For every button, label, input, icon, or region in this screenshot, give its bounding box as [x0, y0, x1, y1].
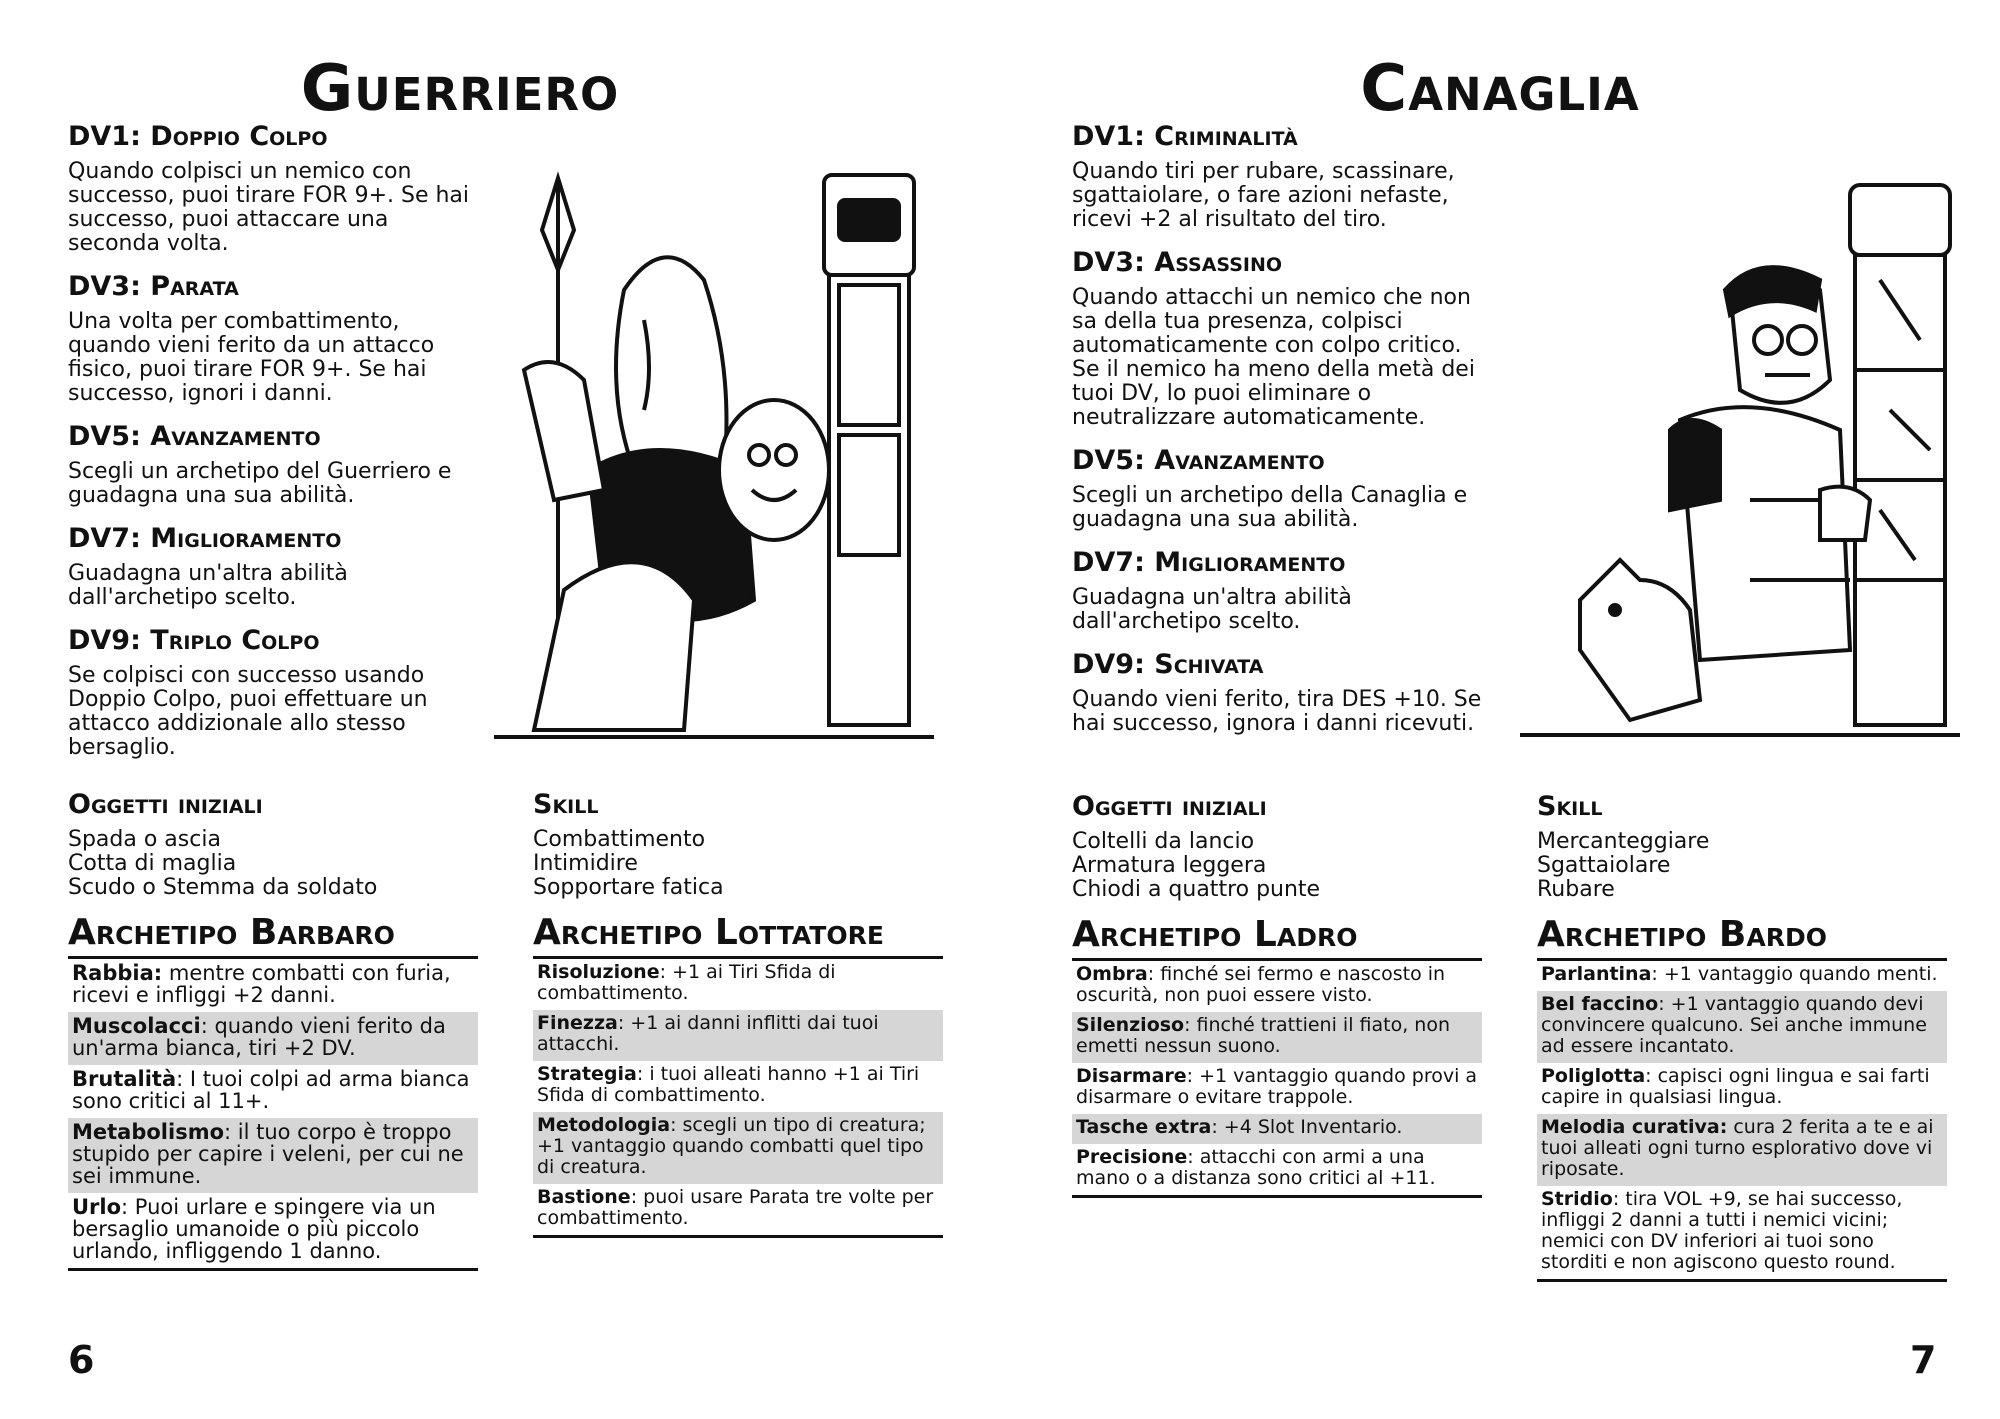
- archetype-lottatore: [533, 912, 943, 1238]
- rogue-illustration: [1520, 180, 1960, 740]
- skill-entry: Mercanteggiare: [1537, 829, 1710, 854]
- skill-entry: Combattimento: [533, 827, 706, 852]
- feature-heading: DV5: Avanzamento: [68, 421, 321, 452]
- class-title-guerriero: Guerriero: [300, 52, 620, 126]
- ability-row: Rabbia: mentre combatti con furia, ricevi e infliggi +2 danni.: [72, 961, 451, 1007]
- skill-entry: Rubare: [1537, 877, 1615, 902]
- item-entry: Cotta di maglia: [68, 851, 237, 876]
- ability-row: Ombra: finché sei fermo e nascosto in oscurità, non puoi essere visto.: [1076, 963, 1446, 1006]
- ability-row: Parlantina: +1 vantaggio quando menti.: [1541, 963, 1938, 985]
- ability-row: Metodologia: scegli un tipo di creatura; +1 vantaggio quando combatti quel tipo di creatura.: [533, 1112, 943, 1184]
- feature-text: Se colpisci con successo usando Doppio Colpo, puoi effettuare un attacco addizionale allo stesso bersaglio.: [68, 663, 428, 760]
- archetype-title: Archetipo Barbaro: [68, 912, 478, 959]
- skill-section: [533, 790, 943, 900]
- items-section: [1072, 792, 1482, 902]
- skill-entry: Sgattaiolare: [1537, 853, 1671, 878]
- items-heading: Oggetti iniziali: [1072, 791, 1267, 822]
- page-number: 7: [1910, 1338, 1937, 1382]
- item-entry: Coltelli da lancio: [1072, 829, 1255, 854]
- archetype-title: Archetipo Ladro: [1072, 914, 1482, 961]
- ability-row: Finezza: +1 ai danni inflitti dai tuoi attacchi.: [533, 1010, 943, 1061]
- feature-text: Quando attacchi un nemico che non sa della tua presenza, colpisci automaticamente con colpo critico. Se il nemico ha meno della metà dei tuoi DV, lo puoi eliminare o neutralizzare automaticamente.: [1072, 285, 1475, 430]
- skill-entry: Intimidire: [533, 851, 638, 876]
- ability-row: Disarmare: +1 vantaggio quando provi a disarmare o evitare trappole.: [1076, 1065, 1478, 1108]
- skill-section: [1537, 792, 1947, 902]
- archetype-bardo: [1537, 914, 1947, 1282]
- item-entry: Spada o ascia: [68, 827, 221, 852]
- ability-row: Stridio: tira VOL +9, se hai successo, infliggi 2 danni a tutti i nemici vicini; nemici con DV inferiori ai tuoi sono storditi e non agiscono questo round.: [1541, 1188, 1903, 1273]
- ability-row: Poliglotta: capisci ogni lingua e sai farti capire in qualsiasi lingua.: [1541, 1065, 1930, 1108]
- feature-heading: DV3: Parata: [68, 271, 239, 302]
- ability-row: Tasche extra: +4 Slot Inventario.: [1072, 1114, 1482, 1144]
- feature-text: Guadagna un'altra abilità dall'archetipo scelto.: [68, 561, 348, 610]
- feature-text: Una volta per combattimento, quando vieni ferito da un attacco fisico, puoi tirare FOR 9+. Se hai successo, ignori i danni.: [68, 309, 435, 406]
- ability-row: Risoluzione: +1 ai Tiri Sfida di combattimento.: [537, 961, 836, 1004]
- feature-heading: DV7: Miglioramento: [1072, 547, 1346, 578]
- class-title-canaglia: Canaglia: [1360, 52, 1640, 126]
- feature-heading: DV9: Schivata: [1072, 649, 1264, 680]
- ability-row: Silenzioso: finché trattieni il fiato, non emetti nessun suono.: [1072, 1012, 1482, 1063]
- archetype-ladro: [1072, 914, 1482, 1198]
- ability-row: Melodia curativa: cura 2 ferita a te e ai tuoi alleati ogni turno esplorativo dove vi riposate.: [1537, 1114, 1947, 1186]
- ability-row: Muscolacci: quando vieni ferito da un'arma bianca, tiri +2 DV.: [68, 1012, 478, 1065]
- ability-row: Brutalità: I tuoi colpi ad arma bianca sono critici al 11+.: [72, 1067, 470, 1113]
- feature-text: Scegli un archetipo della Canaglia e guadagna una sua abilità.: [1072, 483, 1468, 532]
- feature-text: Quando tiri per rubare, scassinare, sgattaiolare, o fare azioni nefaste, ricevi +2 al risultato del tiro.: [1072, 159, 1455, 232]
- archetype-title: Archetipo Lottatore: [533, 912, 943, 959]
- archetype-barbaro: [68, 912, 478, 1271]
- feature-text: Quando colpisci un nemico con successo, puoi tirare FOR 9+. Se hai successo, puoi attaccare una seconda volta.: [68, 159, 470, 256]
- ability-row: Urlo: Puoi urlare e spingere via un bersaglio umanoide o più piccolo urlando, infliggendo 1 danno.: [72, 1195, 436, 1263]
- item-entry: Chiodi a quattro punte: [1072, 877, 1321, 902]
- feature-heading: DV9: Triplo Colpo: [68, 625, 320, 656]
- items-section: [68, 790, 478, 900]
- skill-heading: Skill: [1537, 791, 1603, 822]
- feature-heading: DV1: Doppio Colpo: [68, 121, 328, 152]
- item-entry: Armatura leggera: [1072, 853, 1267, 878]
- right-page: [1000, 0, 2000, 1419]
- item-entry: Scudo o Stemma da soldato: [68, 875, 378, 900]
- feature-heading: DV1: Criminalità: [1072, 121, 1298, 152]
- ability-row: Bastione: puoi usare Parata tre volte per combattimento.: [537, 1186, 934, 1229]
- ability-row: Strategia: i tuoi alleati hanno +1 ai Tiri Sfida di combattimento.: [537, 1063, 920, 1106]
- feature-heading: DV3: Assassino: [1072, 247, 1283, 278]
- ability-row: Precisione: attacchi con armi a una mano o a distanza sono critici al +11.: [1076, 1146, 1436, 1189]
- guerriero-features: [68, 122, 478, 776]
- feature-heading: DV7: Miglioramento: [68, 523, 342, 554]
- feature-text: Guadagna un'altra abilità dall'archetipo scelto.: [1072, 585, 1352, 634]
- canaglia-features: [1072, 122, 1482, 752]
- ability-row: Metabolismo: il tuo corpo è troppo stupido per capire i veleni, per cui ne sei immune.: [68, 1118, 478, 1193]
- feature-text: Quando vieni ferito, tira DES +10. Se hai successo, ignora i danni ricevuti.: [1072, 687, 1482, 736]
- ability-row: Bel faccino: +1 vantaggio quando devi convincere qualcuno. Sei anche immune ad essere incantato.: [1537, 991, 1947, 1063]
- archetype-title: Archetipo Bardo: [1537, 914, 1947, 961]
- feature-heading: DV5: Avanzamento: [1072, 445, 1325, 476]
- skill-entry: Sopportare fatica: [533, 875, 724, 900]
- page-number: 6: [68, 1338, 95, 1382]
- warrior-illustration: [494, 170, 934, 740]
- skill-heading: Skill: [533, 789, 599, 820]
- items-heading: Oggetti iniziali: [68, 789, 263, 820]
- feature-text: Scegli un archetipo del Guerriero e guadagna una sua abilità.: [68, 459, 452, 508]
